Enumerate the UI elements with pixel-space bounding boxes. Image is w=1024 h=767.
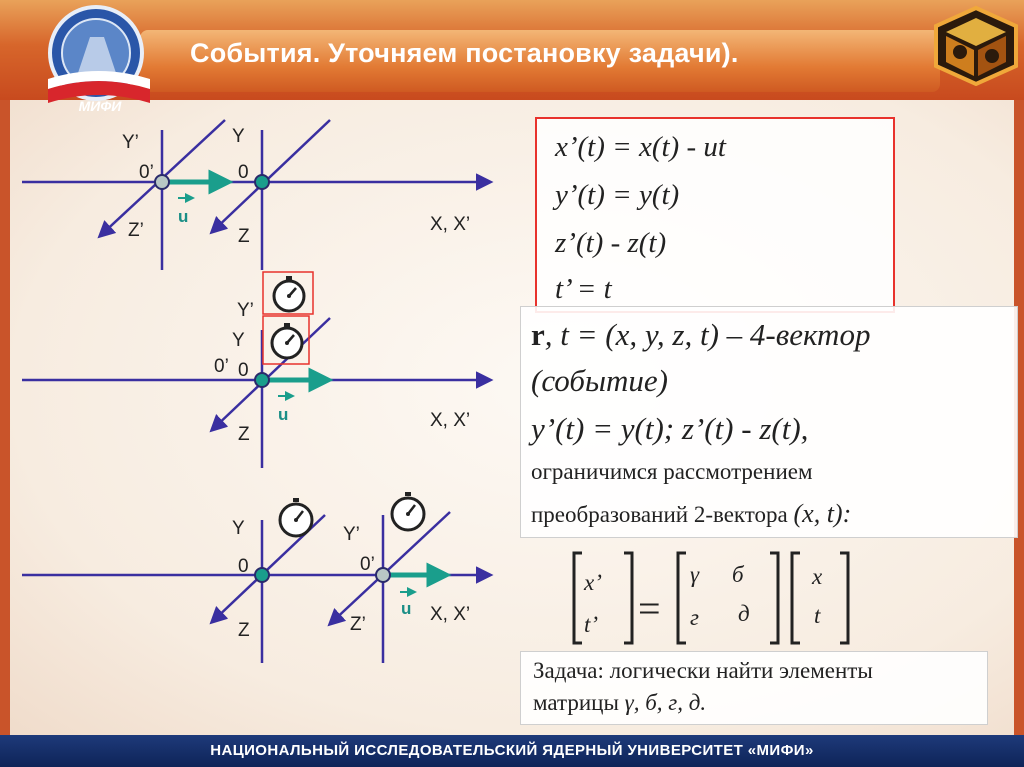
- z-label: Z: [238, 226, 250, 247]
- y-label: Y: [232, 330, 245, 351]
- origin-prime-label: 0’: [139, 162, 154, 183]
- z-axis: [212, 318, 330, 430]
- origin-label: 0: [238, 556, 249, 577]
- bracket-right: [624, 553, 632, 643]
- galilean-transform-box: [535, 117, 895, 313]
- stopwatch-icon: [272, 323, 302, 358]
- y-label: Y: [232, 126, 245, 147]
- frame-3: [22, 492, 490, 663]
- y-prime-label: Y’: [237, 300, 254, 321]
- origin-label: 0: [238, 162, 249, 183]
- logo-text: МИФИ: [78, 98, 122, 114]
- event-line-3: y’(t) = y(t); z’(t) - z(t),: [531, 411, 809, 446]
- z-prime-label: Z’: [350, 614, 366, 635]
- event-line-5-vector: (x, t):: [793, 499, 852, 528]
- z-axis: [212, 120, 330, 232]
- matrix-equation: [574, 553, 848, 643]
- bracket-left: [678, 553, 686, 643]
- matrix-d: д: [738, 601, 750, 626]
- event-line-1-rest: , t = (x, y, z, t) – 4-вектор: [544, 317, 871, 352]
- y-label: Y: [232, 518, 245, 539]
- bracket-right: [770, 553, 778, 643]
- origin-label: 0: [238, 360, 249, 381]
- origin-dot: [255, 568, 269, 582]
- origin-prime-label: 0’: [360, 554, 375, 575]
- transform-line-2: y’(t) = y(t): [555, 179, 680, 211]
- task-line-2-symbols: γ, б, г, д.: [624, 690, 707, 715]
- transform-line-4: t’ = t: [555, 273, 612, 305]
- stopwatch-icon: [274, 276, 304, 311]
- task-line-1: Задача: логически найти элементы: [533, 658, 873, 683]
- task-line-2-text: матрицы: [533, 690, 625, 715]
- origin-dot: [255, 175, 269, 189]
- u-label: u: [401, 599, 412, 618]
- event-line-2: (событие): [531, 363, 668, 398]
- event-line-5-text: преобразований 2-вектора: [531, 502, 794, 527]
- event-line-1: [531, 317, 870, 353]
- vector-right-x: x: [812, 564, 823, 589]
- vector-left-x: x’: [584, 570, 602, 595]
- y-prime-label: Y’: [122, 132, 139, 153]
- transform-line-3: z’(t) - z(t): [555, 227, 667, 259]
- slide-title: События. Уточняем постановку задачи).: [190, 38, 739, 68]
- x-axis-label: X, X’: [430, 410, 471, 431]
- z-label: Z: [238, 424, 250, 445]
- r-vector-symbol: r: [531, 317, 545, 352]
- x-axis-label: X, X’: [430, 604, 471, 625]
- x-axis-label: X, X’: [430, 214, 471, 235]
- frame-1: [22, 120, 490, 270]
- stopwatch-icon: [392, 492, 424, 530]
- bracket-right: [840, 553, 848, 643]
- equals-sign: =: [638, 586, 661, 631]
- stopwatch-icon: [280, 498, 312, 536]
- z-label: Z: [238, 620, 250, 641]
- event-definition-box: [520, 306, 1018, 538]
- vector-right-t: t: [814, 603, 821, 628]
- bracket-left: [792, 553, 800, 643]
- origin-dot: [255, 373, 269, 387]
- bracket-left: [574, 553, 582, 643]
- footer-text: НАЦИОНАЛЬНЫЙ ИССЛЕДОВАТЕЛЬСКИЙ ЯДЕРНЫЙ УНИВЕРСИТЕТ «МИФИ»: [210, 742, 814, 759]
- u-label: u: [178, 207, 189, 226]
- y-prime-label: Y’: [343, 524, 360, 545]
- u-label: u: [278, 405, 289, 424]
- task-line-2: [533, 690, 706, 716]
- event-line-4: ограничимся рассмотрением: [531, 459, 813, 484]
- origin-prime-dot: [155, 175, 169, 189]
- event-line-5: [531, 499, 851, 529]
- transform-line-1: x’(t) = x(t) - ut: [555, 131, 726, 163]
- matrix-b: б: [732, 562, 744, 587]
- matrix-g: г: [690, 605, 699, 630]
- origin-prime-label: 0’: [214, 356, 229, 377]
- origin-prime-dot: [376, 568, 390, 582]
- task-box: [520, 651, 988, 725]
- matrix-gamma: γ: [690, 562, 700, 587]
- z-prime-label: Z’: [128, 220, 144, 241]
- frame-2: [22, 272, 490, 468]
- vector-left-t: t’: [584, 612, 599, 637]
